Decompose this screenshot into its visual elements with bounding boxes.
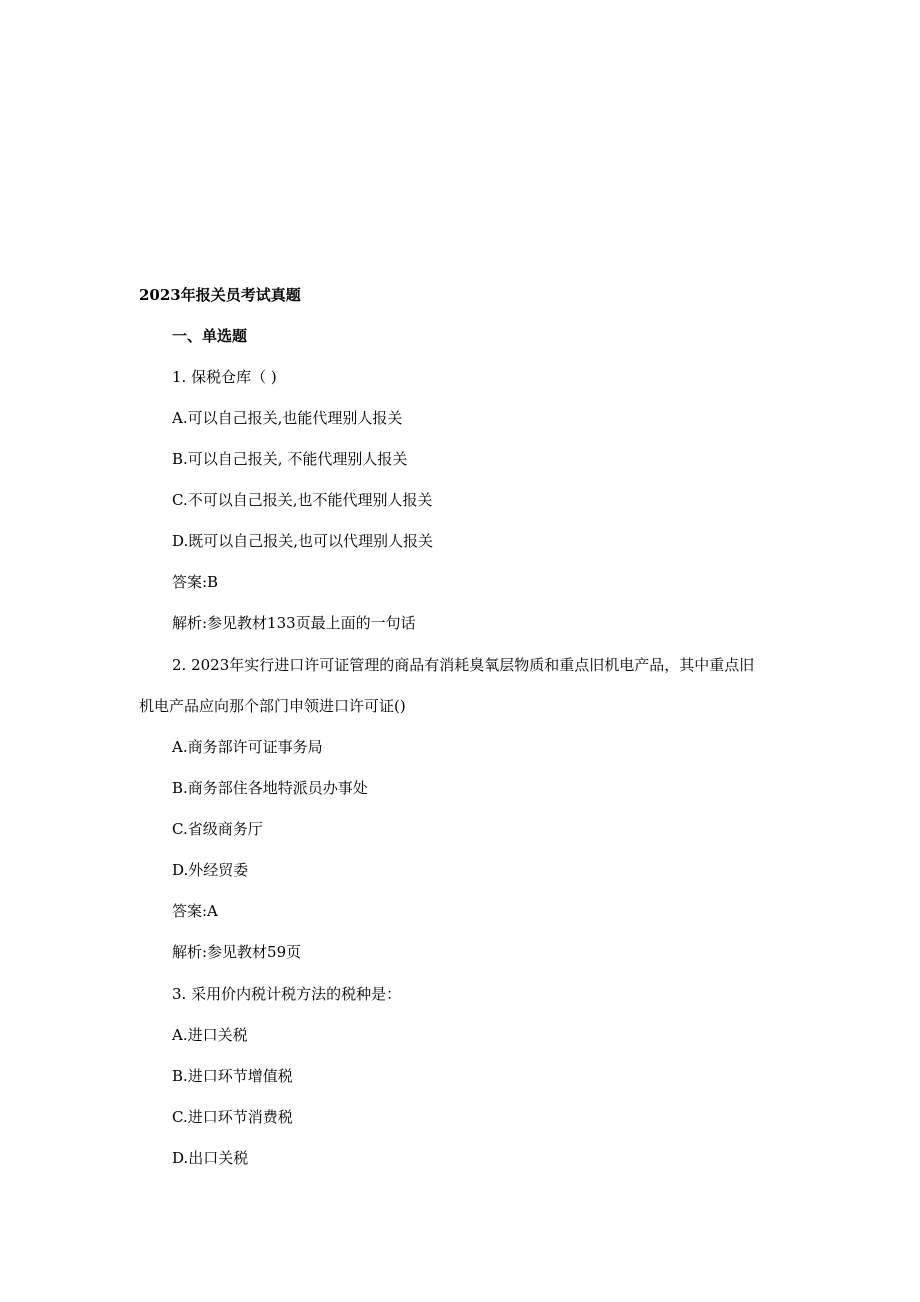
question-2-stem-continued: 机电产品应向那个部门申领进口许可证() <box>139 697 406 715</box>
question-3-option-c: C.进口环节消费税 <box>172 1108 293 1126</box>
question-2-stem: 2. 2023年实行进口许可证管理的商品有消耗臭氧层物质和重点旧机电产品，其中重点旧 <box>172 656 755 674</box>
question-1-answer: 答案:B <box>172 573 219 591</box>
question-2-option-b: B.商务部住各地特派员办事处 <box>172 779 368 797</box>
question-1-analysis: 解析:参见教材133页最上面的一句话 <box>172 614 416 632</box>
question-1-option-d: D.既可以自己报关,也可以代理别人报关 <box>172 532 434 550</box>
question-2-option-a: A.商务部许可证事务局 <box>172 738 323 756</box>
question-2-analysis: 解析:参见教材59页 <box>172 943 302 961</box>
question-2-answer: 答案:A <box>172 902 218 920</box>
question-1-option-c: C.不可以自己报关,也不能代理别人报关 <box>172 491 433 509</box>
question-3-option-a: A.进口关税 <box>172 1026 248 1044</box>
document-title: 2023年报关员考试真题 <box>139 286 301 304</box>
question-2-option-c: C.省级商务厅 <box>172 820 263 838</box>
question-3-stem: 3. 采用价内税计税方法的税种是： <box>172 985 402 1003</box>
question-2-option-d: D.外经贸委 <box>172 861 249 879</box>
question-1-stem: 1. 保税仓库（ ) <box>172 368 277 386</box>
question-1-option-a: A.可以自己报关,也能代理别人报关 <box>172 409 403 427</box>
question-3-option-b: B.进口环节增值税 <box>172 1067 293 1085</box>
question-1-option-b: B.可以自己报关, 不能代理别人报关 <box>172 450 408 468</box>
section-heading: 一、单选题 <box>172 327 248 345</box>
question-3-option-d: D.出口关税 <box>172 1149 249 1167</box>
